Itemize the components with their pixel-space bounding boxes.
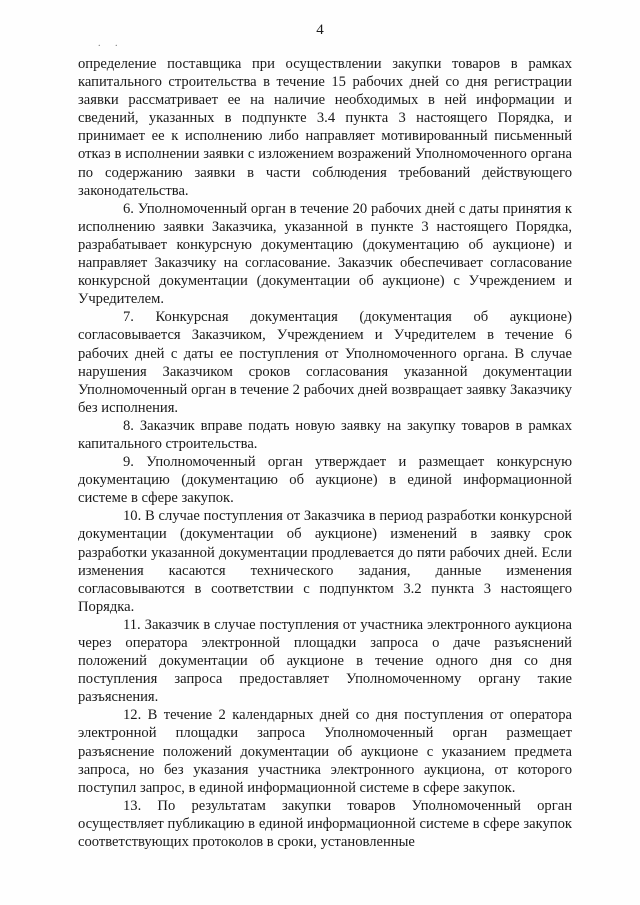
paragraph-item-9: 9. Уполномоченный орган утверждает и размещает конкурсную документацию (документацию об аукционе) в единой информационной системе в сфере закупок. [78,454,572,507]
paragraph-item-8: 8. Заказчик вправе подать новую заявку на закупку товаров в рамках капитального строительства. [78,417,572,452]
document-body [78,55,572,851]
paragraph-item-11: 11. Заказчик в случае поступления от участника электронного аукциона через оператора электронной площадки запроса о даче разъяснений положений документации об аукционе в течение одного дня со дня поступления запроса предоставляет Уполномоченному органу такие разъяснения. [78,616,572,706]
scan-artifact-marks: . . [98,38,124,49]
paragraph-item-13: 13. По результатам закупки товаров Уполномоченный орган осуществляет публикацию в единой информационной системе в сфере закупок соответствующих протоколов в сроки, установленные [78,797,572,851]
paragraph-item-12: 12. В течение 2 календарных дней со дня поступления от оператора электронной площадки запроса Уполномоченный орган размещает разъяснение положений документации об аукционе с указанием предмета запроса, но без указания участника электронного аукциона, от которого поступил запрос, в единой информационной системе в сфере закупок. [78,707,572,796]
paragraph-item-7: 7. Конкурсная документация (документация об аукционе) согласовывается Заказчиком, Учреждением и Учредителем в течение 6 рабочих дней с даты ее поступления от Уполномоченного органа. В случае нарушения Заказчиком сроков согласования указанной документации Уполномоченный орган в течение 2 рабочих дней возвращает заявку Заказчику без исполнения. [78,309,572,416]
paragraph-item-10: 10. В случае поступления от Заказчика в период разработки конкурсной документации (документации об аукционе) изменений в заявку срок разработки указанной документации продлевается до пяти рабочих дней. Если изменения касаются технического задания, данные изменения согласовываются в соответствии с подпунктом 3.2 пункта 3 настоящего Порядка. [78,508,572,615]
paragraph-item-6: 6. Уполномоченный орган в течение 20 рабочих дней с даты принятия к исполнению заявки Заказчика, указанной в пункте 3 настоящего Порядка, разрабатывает конкурсную документацию (документацию об аукционе) и направляет Заказчику на согласование. Заказчик обеспечивает согласование конкурсной документации (документации об аукционе) с Учреждением и Учредителем. [78,200,572,308]
paragraph-continuation: определение поставщика при осуществлении закупки товаров в рамках капитального строительства в течение 15 рабочих дней со дня регистрации заявки рассматривает ее на наличие необходимых в ней информации и сведений, указанных в подпункте 3.4 пункта 3 настоящего Порядка, и принимает ее к исполнению либо направляет мотивированный письменный отказ в исполнении заявки с изложением возражений Уполномоченного органа по содержанию заявки в части соблюдения требований действующего законодательства. [78,56,572,199]
page-number: 4 [316,22,324,38]
